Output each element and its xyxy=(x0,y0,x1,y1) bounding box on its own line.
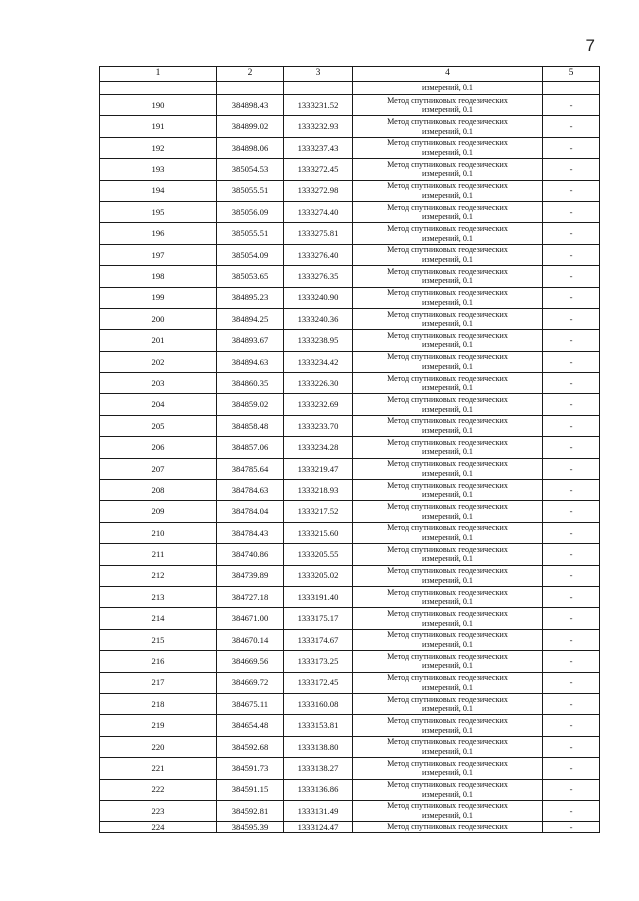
table-row xyxy=(100,608,600,629)
method-line-1: Метод спутниковых геодезических xyxy=(387,694,508,704)
method-line-1: Метод спутниковых геодезических xyxy=(387,801,508,811)
cell-method xyxy=(353,437,543,458)
cell-col5: - xyxy=(543,244,600,265)
method-line-2: измерений, 0.1 xyxy=(422,319,473,329)
method-line-1: Метод спутниковых геодезических xyxy=(387,116,508,126)
table-row xyxy=(100,266,600,287)
method-line-2: измерений, 0.1 xyxy=(422,169,473,179)
method-line-2: измерений, 0.1 xyxy=(422,811,473,821)
table-row xyxy=(100,330,600,351)
cell-x: 384591.15 xyxy=(217,779,284,800)
method-line-1: Метод спутниковых геодезических xyxy=(387,608,508,618)
table-row xyxy=(100,223,600,244)
method-line-1: Метод спутниковых геодезических xyxy=(387,352,508,362)
page-number: 7 xyxy=(585,36,595,55)
cell-y: 1333276.40 xyxy=(284,244,353,265)
cell-x: 384894.63 xyxy=(217,351,284,372)
method-line-1: Метод спутниковых геодезических xyxy=(387,459,508,469)
method-line-2: измерений, 0.1 xyxy=(422,490,473,500)
cell-number: 213 xyxy=(100,586,217,607)
cell-x xyxy=(217,82,284,95)
table-header-row xyxy=(100,67,600,82)
cell-x: 384592.68 xyxy=(217,736,284,757)
cell-method xyxy=(353,629,543,650)
cell-number: 204 xyxy=(100,394,217,415)
cell-y: 1333205.02 xyxy=(284,565,353,586)
table-row xyxy=(100,565,600,586)
cell-method: Метод спутниковых геодезических xyxy=(353,822,543,833)
cell-x: 384895.23 xyxy=(217,287,284,308)
method-line-1: Метод спутниковых геодезических xyxy=(387,202,508,212)
method-line-2: измерений, 0.1 xyxy=(422,639,473,649)
table-row xyxy=(100,351,600,372)
cell-col5: - xyxy=(543,672,600,693)
cell-y: 1333160.08 xyxy=(284,693,353,714)
cell-number: 197 xyxy=(100,244,217,265)
cell-y: 1333232.93 xyxy=(284,116,353,137)
method-line-1: Метод спутниковых геодезических xyxy=(387,159,508,169)
cell-x: 384669.72 xyxy=(217,672,284,693)
cell-number: 214 xyxy=(100,608,217,629)
cell-col5: - xyxy=(543,159,600,180)
cell-x: 384592.81 xyxy=(217,800,284,821)
cell-col5: - xyxy=(543,180,600,201)
cell-col5: - xyxy=(543,758,600,779)
cell-number: 223 xyxy=(100,800,217,821)
method-line-1: Метод спутниковых геодезических xyxy=(387,502,508,512)
table-row xyxy=(100,458,600,479)
cell-col5: - xyxy=(543,351,600,372)
cell-method xyxy=(353,394,543,415)
method-line-2: измерений, 0.1 xyxy=(422,682,473,692)
table-row xyxy=(100,244,600,265)
cell-method xyxy=(353,415,543,436)
cell-col5: - xyxy=(543,608,600,629)
cell-x: 384727.18 xyxy=(217,586,284,607)
cell-col5: - xyxy=(543,693,600,714)
cell-y: 1333238.95 xyxy=(284,330,353,351)
cell-x: 384739.89 xyxy=(217,565,284,586)
cell-number: 206 xyxy=(100,437,217,458)
cell-method xyxy=(353,223,543,244)
cell-x: 384784.63 xyxy=(217,480,284,501)
cell-number: 196 xyxy=(100,223,217,244)
method-line-1: Метод спутниковых геодезических xyxy=(387,523,508,533)
cell-x: 385055.51 xyxy=(217,180,284,201)
header-col-1: 1 xyxy=(100,67,217,82)
cell-y: 1333240.36 xyxy=(284,308,353,329)
cell-col5: - xyxy=(543,437,600,458)
cell-y: 1333138.80 xyxy=(284,736,353,757)
cell-col5: - xyxy=(543,137,600,158)
cell-col5: - xyxy=(543,266,600,287)
cell-col5: - xyxy=(543,800,600,821)
cell-y: 1333138.27 xyxy=(284,758,353,779)
cell-x: 384670.14 xyxy=(217,629,284,650)
cell-col5: - xyxy=(543,715,600,736)
cell-method xyxy=(353,244,543,265)
cell-method xyxy=(353,330,543,351)
cell-y: 1333173.25 xyxy=(284,651,353,672)
table-row xyxy=(100,95,600,116)
header-col-2: 2 xyxy=(217,67,284,82)
cell-x: 385055.51 xyxy=(217,223,284,244)
cell-y: 1333234.42 xyxy=(284,351,353,372)
cell-x: 384858.48 xyxy=(217,415,284,436)
table-row xyxy=(100,159,600,180)
cell-x: 384595.39 xyxy=(217,822,284,833)
method-line-2: измерений, 0.1 xyxy=(422,404,473,414)
method-line-1: Метод спутниковых геодезических xyxy=(387,651,508,661)
cell-col5: - xyxy=(543,565,600,586)
cell-number: 211 xyxy=(100,544,217,565)
table-row xyxy=(100,736,600,757)
cell-x: 384860.35 xyxy=(217,373,284,394)
cell-method: измерений, 0.1 xyxy=(353,82,543,95)
method-line-2: измерений, 0.1 xyxy=(422,276,473,286)
cell-x: 385054.53 xyxy=(217,159,284,180)
cell-method xyxy=(353,779,543,800)
cell-y: 1333275.81 xyxy=(284,223,353,244)
cell-method xyxy=(353,693,543,714)
table-row xyxy=(100,201,600,222)
cell-x: 384669.56 xyxy=(217,651,284,672)
cell-y: 1333174.67 xyxy=(284,629,353,650)
cell-y: 1333131.49 xyxy=(284,800,353,821)
cell-x: 384894.25 xyxy=(217,308,284,329)
table-row xyxy=(100,308,600,329)
cell-number: 207 xyxy=(100,458,217,479)
cell-col5: - xyxy=(543,458,600,479)
cell-x: 384899.02 xyxy=(217,116,284,137)
cell-method xyxy=(353,95,543,116)
continuation-row xyxy=(100,82,600,95)
cell-number: 216 xyxy=(100,651,217,672)
method-line-2: измерений, 0.1 xyxy=(422,725,473,735)
cell-y: 1333231.52 xyxy=(284,95,353,116)
method-line-2: измерений, 0.1 xyxy=(422,383,473,393)
cell-col5: - xyxy=(543,223,600,244)
cell-y: 1333276.35 xyxy=(284,266,353,287)
cell-col5: - xyxy=(543,95,600,116)
cell-col5 xyxy=(543,82,600,95)
cell-col5: - xyxy=(543,629,600,650)
method-line-1: Метод спутниковых геодезических xyxy=(387,95,508,105)
cell-method xyxy=(353,758,543,779)
cell-number: 195 xyxy=(100,201,217,222)
method-line-1: Метод спутниковых геодезических xyxy=(387,437,508,447)
cell-col5: - xyxy=(543,308,600,329)
cell-number: 202 xyxy=(100,351,217,372)
header-col-5: 5 xyxy=(543,67,600,82)
method-line-1: Метод спутниковых геодезических xyxy=(387,587,508,597)
method-line-1: Метод спутниковых геодезических xyxy=(387,223,508,233)
cell-x: 384898.43 xyxy=(217,95,284,116)
table-row xyxy=(100,373,600,394)
method-line-2: измерений, 0.1 xyxy=(422,190,473,200)
cell-method xyxy=(353,308,543,329)
method-line-2: измерений, 0.1 xyxy=(422,340,473,350)
method-line-2: измерений, 0.1 xyxy=(422,361,473,371)
cell-method xyxy=(353,351,543,372)
method-line-1: Метод спутниковых геодезических xyxy=(387,715,508,725)
table-row xyxy=(100,544,600,565)
cell-col5: - xyxy=(543,779,600,800)
cell-x: 384784.04 xyxy=(217,501,284,522)
table-body xyxy=(100,82,600,833)
method-line-2: измерений, 0.1 xyxy=(422,233,473,243)
cell-method xyxy=(353,715,543,736)
table-row xyxy=(100,822,600,833)
cell-number: 212 xyxy=(100,565,217,586)
cell-y: 1333233.70 xyxy=(284,415,353,436)
cell-method xyxy=(353,287,543,308)
method-line-1: Метод спутниковых геодезических xyxy=(387,544,508,554)
table-row xyxy=(100,415,600,436)
cell-x: 384857.06 xyxy=(217,437,284,458)
cell-y: 1333175.17 xyxy=(284,608,353,629)
cell-method xyxy=(353,501,543,522)
method-line-2: измерений, 0.1 xyxy=(422,746,473,756)
method-line-1: Метод спутниковых геодезических xyxy=(387,416,508,426)
method-line-2: измерений, 0.1 xyxy=(422,768,473,778)
method-line-1: Метод спутниковых геодезических xyxy=(387,566,508,576)
cell-number: 220 xyxy=(100,736,217,757)
cell-method xyxy=(353,522,543,543)
cell-x: 384859.02 xyxy=(217,394,284,415)
cell-x: 385053.65 xyxy=(217,266,284,287)
cell-number: 191 xyxy=(100,116,217,137)
cell-number xyxy=(100,82,217,95)
cell-number: 217 xyxy=(100,672,217,693)
cell-method xyxy=(353,201,543,222)
method-line-2: измерений, 0.1 xyxy=(422,554,473,564)
table-row xyxy=(100,501,600,522)
cell-number: 222 xyxy=(100,779,217,800)
method-line-1: Метод спутниковых геодезических xyxy=(387,330,508,340)
cell-x: 384893.67 xyxy=(217,330,284,351)
cell-method xyxy=(353,544,543,565)
cell-number: 209 xyxy=(100,501,217,522)
cell-col5: - xyxy=(543,415,600,436)
cell-x: 384898.06 xyxy=(217,137,284,158)
table-row xyxy=(100,800,600,821)
method-line-2: измерений, 0.1 xyxy=(422,789,473,799)
table-row xyxy=(100,394,600,415)
method-line-2: измерений, 0.1 xyxy=(422,704,473,714)
method-line-1: Метод спутниковых геодезических xyxy=(387,673,508,683)
cell-x: 384654.48 xyxy=(217,715,284,736)
cell-number: 210 xyxy=(100,522,217,543)
cell-y: 1333272.98 xyxy=(284,180,353,201)
method-line-2: измерений, 0.1 xyxy=(422,468,473,478)
table-row xyxy=(100,651,600,672)
cell-method xyxy=(353,565,543,586)
cell-col5: - xyxy=(543,201,600,222)
header-col-4: 4 xyxy=(353,67,543,82)
cell-number: 221 xyxy=(100,758,217,779)
method-line-1: Метод спутниковых геодезических xyxy=(387,138,508,148)
cell-col5: - xyxy=(543,522,600,543)
cell-number: 193 xyxy=(100,159,217,180)
cell-col5: - xyxy=(543,586,600,607)
method-line-2: измерений, 0.1 xyxy=(422,297,473,307)
cell-x: 384740.86 xyxy=(217,544,284,565)
cell-col5: - xyxy=(543,501,600,522)
cell-y: 1333217.52 xyxy=(284,501,353,522)
cell-method xyxy=(353,608,543,629)
cell-y: 1333219.47 xyxy=(284,458,353,479)
coordinates-table xyxy=(99,66,600,833)
table-row xyxy=(100,586,600,607)
cell-method xyxy=(353,672,543,693)
cell-method xyxy=(353,480,543,501)
method-line-2: измерений, 0.1 xyxy=(422,618,473,628)
cell-y: 1333215.60 xyxy=(284,522,353,543)
method-line-2: измерений, 0.1 xyxy=(422,212,473,222)
cell-number: 218 xyxy=(100,693,217,714)
method-line-1: Метод спутниковых геодезических xyxy=(387,395,508,405)
method-line-2: измерений, 0.1 xyxy=(422,426,473,436)
cell-method xyxy=(353,159,543,180)
method-line-1: Метод спутниковых геодезических xyxy=(387,266,508,276)
method-line-2: измерений, 0.1 xyxy=(422,661,473,671)
cell-y xyxy=(284,82,353,95)
table-row xyxy=(100,437,600,458)
cell-y: 1333237.43 xyxy=(284,137,353,158)
cell-number: 215 xyxy=(100,629,217,650)
method-line-2: измерений, 0.1 xyxy=(422,126,473,136)
cell-method xyxy=(353,458,543,479)
method-line-1: Метод спутниковых геодезических xyxy=(387,288,508,298)
cell-y: 1333172.45 xyxy=(284,672,353,693)
cell-y: 1333226.30 xyxy=(284,373,353,394)
cell-x: 385056.09 xyxy=(217,201,284,222)
cell-col5: - xyxy=(543,373,600,394)
cell-y: 1333274.40 xyxy=(284,201,353,222)
cell-col5: - xyxy=(543,822,600,833)
cell-x: 384591.73 xyxy=(217,758,284,779)
method-line-2: измерений, 0.1 xyxy=(422,533,473,542)
method-line-1: Метод спутниковых геодезических xyxy=(387,181,508,191)
method-line-1: Метод спутниковых геодезических xyxy=(387,758,508,768)
method-line-1: Метод спутниковых геодезических xyxy=(387,373,508,383)
method-line-1: Метод спутниковых геодезических xyxy=(387,245,508,255)
table-row xyxy=(100,480,600,501)
cell-y: 1333234.28 xyxy=(284,437,353,458)
cell-y: 1333191.40 xyxy=(284,586,353,607)
cell-col5: - xyxy=(543,736,600,757)
cell-number: 208 xyxy=(100,480,217,501)
cell-number: 219 xyxy=(100,715,217,736)
cell-method xyxy=(353,266,543,287)
cell-y: 1333205.55 xyxy=(284,544,353,565)
table-row xyxy=(100,672,600,693)
table-row xyxy=(100,116,600,137)
cell-number: 194 xyxy=(100,180,217,201)
method-line-2: измерений, 0.1 xyxy=(422,447,473,457)
cell-y: 1333232.69 xyxy=(284,394,353,415)
cell-col5: - xyxy=(543,394,600,415)
cell-method xyxy=(353,116,543,137)
cell-method xyxy=(353,736,543,757)
cell-col5: - xyxy=(543,544,600,565)
cell-x: 385054.09 xyxy=(217,244,284,265)
cell-number: 199 xyxy=(100,287,217,308)
cell-method xyxy=(353,373,543,394)
method-line-1: Метод спутниковых геодезических xyxy=(387,780,508,790)
cell-number: 203 xyxy=(100,373,217,394)
cell-method xyxy=(353,800,543,821)
cell-method xyxy=(353,180,543,201)
cell-y: 1333136.86 xyxy=(284,779,353,800)
cell-number: 192 xyxy=(100,137,217,158)
cell-x: 384675.11 xyxy=(217,693,284,714)
table-row xyxy=(100,758,600,779)
table-row xyxy=(100,137,600,158)
cell-method xyxy=(353,651,543,672)
table-row xyxy=(100,287,600,308)
cell-method xyxy=(353,586,543,607)
cell-x: 384671.00 xyxy=(217,608,284,629)
cell-col5: - xyxy=(543,287,600,308)
method-line-2: измерений, 0.1 xyxy=(422,511,473,521)
method-line-1: Метод спутниковых геодезических xyxy=(387,737,508,747)
cell-number: 205 xyxy=(100,415,217,436)
header-col-3: 3 xyxy=(284,67,353,82)
cell-col5: - xyxy=(543,116,600,137)
cell-x: 384785.64 xyxy=(217,458,284,479)
cell-number: 190 xyxy=(100,95,217,116)
table-row xyxy=(100,693,600,714)
cell-y: 1333124.47 xyxy=(284,822,353,833)
cell-x: 384784.43 xyxy=(217,522,284,543)
cell-number: 224 xyxy=(100,822,217,833)
table-row xyxy=(100,779,600,800)
cell-y: 1333272.45 xyxy=(284,159,353,180)
method-line-2: измерений, 0.1 xyxy=(422,105,473,115)
method-line-1: Метод спутниковых геодезических xyxy=(387,480,508,490)
method-line-2: измерений, 0.1 xyxy=(422,575,473,585)
table-row xyxy=(100,522,600,543)
cell-number: 198 xyxy=(100,266,217,287)
cell-method xyxy=(353,137,543,158)
table-row xyxy=(100,180,600,201)
cell-col5: - xyxy=(543,480,600,501)
table-row xyxy=(100,715,600,736)
cell-col5: - xyxy=(543,330,600,351)
cell-number: 201 xyxy=(100,330,217,351)
cell-y: 1333218.93 xyxy=(284,480,353,501)
method-line-1: Метод спутниковых геодезических xyxy=(387,630,508,640)
cell-col5: - xyxy=(543,651,600,672)
table-row xyxy=(100,629,600,650)
method-line-2: измерений, 0.1 xyxy=(422,254,473,264)
method-line-1: Метод спутниковых геодезических xyxy=(387,309,508,319)
cell-y: 1333153.81 xyxy=(284,715,353,736)
method-line-2: измерений, 0.1 xyxy=(422,147,473,157)
cell-number: 200 xyxy=(100,308,217,329)
method-line-2: измерений, 0.1 xyxy=(422,597,473,607)
cell-y: 1333240.90 xyxy=(284,287,353,308)
